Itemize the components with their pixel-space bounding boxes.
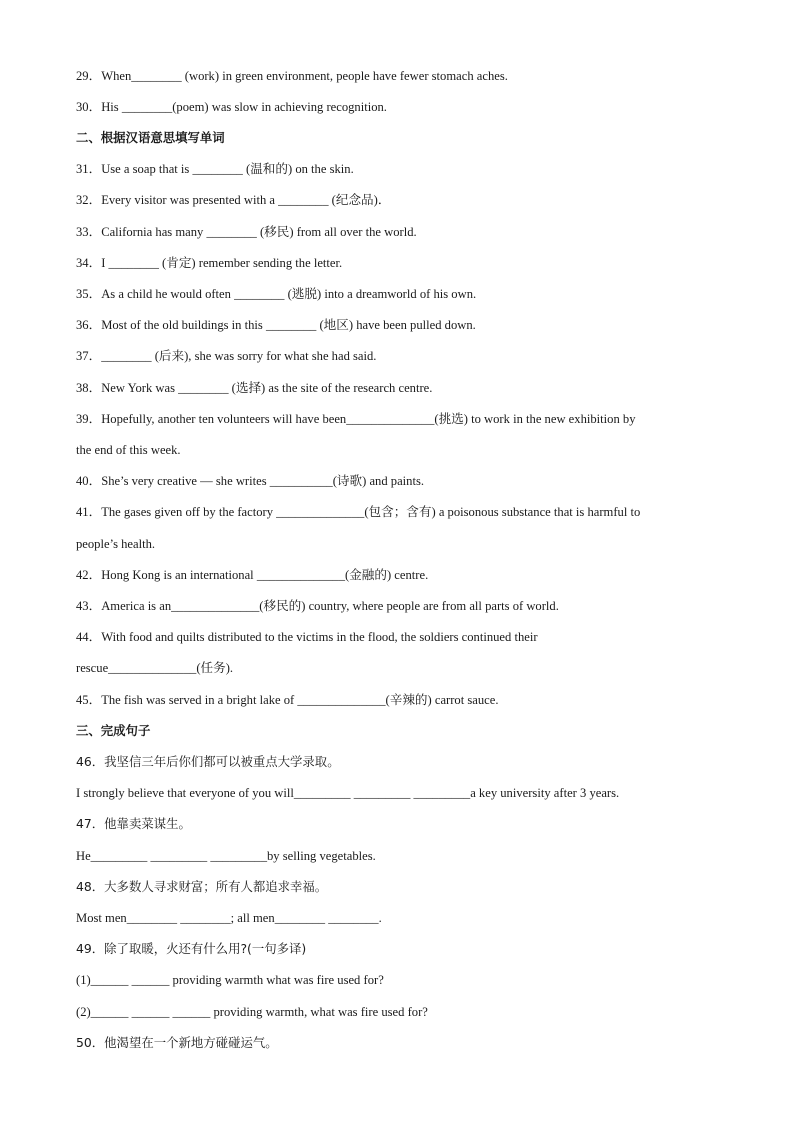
question-47-chinese: 47．他靠卖菜谋生。: [76, 816, 191, 831]
question-46-chinese: 46．我坚信三年后你们都可以被重点大学录取。: [76, 754, 340, 769]
question-35: 35．As a child he would often ________ (逃脱) into a dreamworld of his own.: [76, 287, 477, 301]
question-36: 36．Most of the old buildings in this ________ (地区) have been pulled down.: [76, 318, 476, 332]
question-32: 32．Every visitor was presented with a ________ (纪念品)．: [76, 193, 391, 207]
question-49-option-1: (1)______ ______ providing warmth what was fire used for?: [76, 973, 384, 987]
question-29: 29．When________ (work) in green environment, people have fewer stomach aches.: [76, 69, 508, 83]
question-44-continued: rescue______________(任务).: [76, 661, 234, 675]
question-39-continued: the end of this week.: [76, 443, 181, 457]
question-48-english: Most men________ ________; all men________ ________.: [76, 911, 382, 925]
question-41-continued: people’s health.: [76, 537, 156, 551]
question-31: 31．Use a soap that is ________ (温和的) on the skin.: [76, 162, 354, 176]
question-43: 43．America is an______________(移民的) country, where people are from all parts of world.: [76, 599, 559, 613]
question-45: 45．The fish was served in a bright lake of ______________(辛辣的) carrot sauce.: [76, 693, 499, 707]
section-heading-2: 二、根据汉语意思填写单词: [76, 130, 225, 145]
question-38: 38．New York was ________ (选择) as the site of the research centre.: [76, 381, 433, 395]
question-48-chinese: 48．大多数人寻求财富；所有人都追求幸福。: [76, 879, 328, 894]
section-heading-3: 三、完成句子: [76, 723, 151, 738]
question-44: 44．With food and quilts distributed to the victims in the flood, the soldiers continued their: [76, 630, 538, 644]
question-39: 39．Hopefully, another ten volunteers will have been______________(挑选) to work in the new exhibition by: [76, 412, 636, 426]
question-33: 33．California has many ________ (移民) from all over the world.: [76, 225, 417, 239]
question-41: 41．The gases given off by the factory ______________(包含；含有) a poisonous substance that is harmful to: [76, 505, 641, 519]
question-42: 42．Hong Kong is an international ______________(金融的) centre.: [76, 568, 429, 582]
question-46-english: I strongly believe that everyone of you will_________ _________ _________a key university after 3 years.: [76, 786, 620, 800]
question-49-chinese: 49．除了取暖，火还有什么用?(一句多译): [76, 941, 307, 956]
question-50-chinese: 50．他渴望在一个新地方碰碰运气。: [76, 1035, 278, 1050]
question-34: 34．I ________ (肯定) remember sending the letter.: [76, 256, 343, 270]
question-47-english: He_________ _________ _________by selling vegetables.: [76, 849, 376, 863]
question-40: 40．She’s very creative — she writes __________(诗歌) and paints.: [76, 474, 425, 488]
question-37: 37．________ (后来), she was sorry for what she had said.: [76, 349, 377, 363]
question-49-option-2: (2)______ ______ ______ providing warmth, what was fire used for?: [76, 1005, 428, 1019]
question-30: 30．His ________(poem) was slow in achieving recognition.: [76, 100, 387, 114]
